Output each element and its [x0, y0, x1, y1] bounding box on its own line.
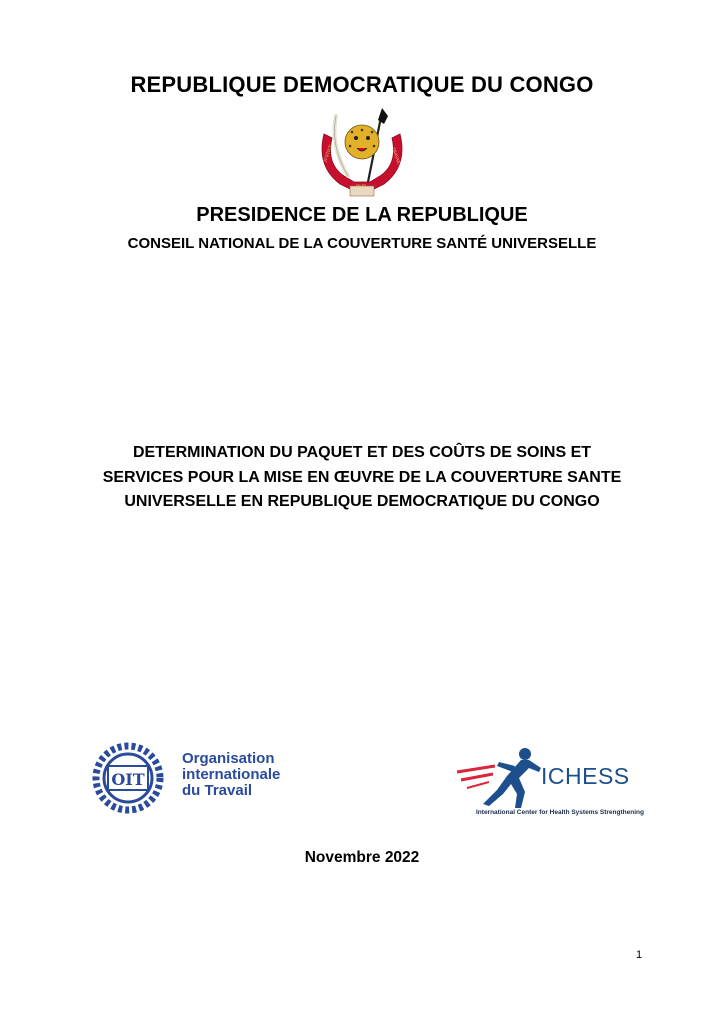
document-date: Novembre 2022 — [304, 849, 420, 866]
coat-of-arms-icon — [312, 106, 412, 202]
oit-name-line-2: internationale — [182, 766, 281, 783]
conseil-heading: CONSEIL NATIONAL DE LA COUVERTURE SANTÉ UNIVERSELLE — [127, 235, 597, 252]
svg-text:JUSTICE: JUSTICE — [322, 143, 334, 163]
title-line-1: DETERMINATION DU PAQUET ET DES COÛTS DE SOINS ET — [132, 444, 592, 461]
svg-text:PAIX: PAIX — [356, 184, 367, 189]
ichess-name: ICHESS — [541, 763, 630, 789]
ichess-runner-icon — [455, 742, 545, 810]
oit-logo-icon — [88, 742, 168, 814]
oit-name-line-1: Organisation — [182, 750, 275, 767]
presidence-heading: PRESIDENCE DE LA REPUBLIQUE — [196, 204, 528, 226]
svg-text:OIT: OIT — [111, 770, 145, 789]
country-heading: REPUBLIQUE DEMOCRATIQUE DU CONGO — [130, 72, 594, 97]
page-number: 1 — [636, 949, 643, 961]
document-title — [0, 441, 724, 515]
ichess-subtitle: International Center for Health Systems Strengthening — [476, 809, 644, 816]
oit-name-line-3: du Travail — [182, 782, 253, 799]
title-line-2: SERVICES POUR LA MISE EN ŒUVRE DE LA COUVERTURE SANTE — [102, 468, 622, 486]
svg-text:TRAVAIL: TRAVAIL — [391, 146, 402, 166]
oit-name — [182, 751, 280, 799]
title-line-3: UNIVERSELLE EN REPUBLIQUE DEMOCRATIQUE DU CONGO — [124, 493, 600, 510]
